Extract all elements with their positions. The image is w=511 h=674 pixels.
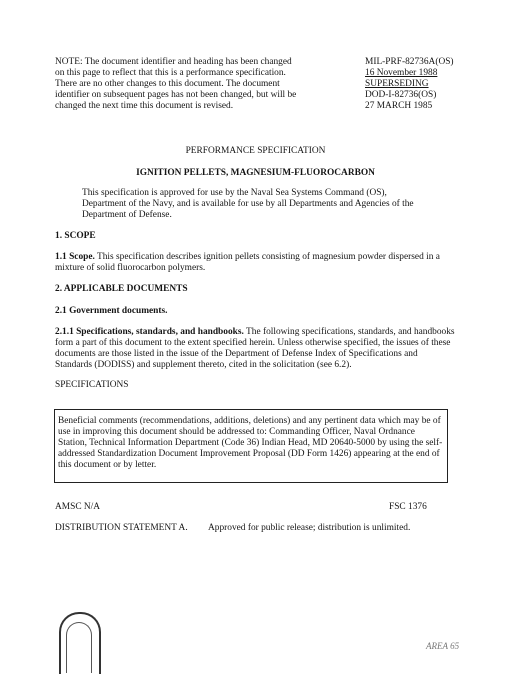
government-documents-heading: 2.1 Government documents. [55,306,168,316]
specifications-paragraph-text: The following specifications, standards, and handbooks form a part of this document to the extent specified herein. Unless otherwise specified, the issues of these documents are those listed in the issue of the Department of Defense Index of Specifications and Standards (DODISS) and supplement thereto, cited in the solicitation (see 6.2). [55,327,455,370]
approval-statement: This specification is approved for use by the Naval Sea Systems Command (OS), Department of the Navy, and is available for use by all Departments and Agencies of the Department of Defense. [82,188,414,220]
distribution-statement-text: Approved for public release; distribution is unlimited. [208,523,411,533]
fsc-label: FSC 1376 [389,502,427,512]
specifications-paragraph [55,327,455,371]
corner-mark: AREA 65 [426,641,460,651]
spec-type-heading: PERFORMANCE SPECIFICATION [185,146,326,156]
section-1-heading: 1. SCOPE [55,231,96,241]
binder-clip-inner-icon [66,622,92,673]
document-date: 16 November 1988 [365,68,438,78]
superseded-document-date: 27 MARCH 1985 [365,101,433,111]
scope-paragraph-text: This specification describes ignition pellets consisting of magnesium powder dispersed in a mixture of solid fluorocarbon polymers. [55,252,440,273]
revision-note: NOTE: The document identifier and heading has been changed on this page to reflect that this is a performance specification. There are no other changes to this document. The document identifier on subsequent pages has not been changed, but will be changed the next time this document is revised. [55,57,297,111]
specifications-label: SPECIFICATIONS [55,380,129,390]
document-id: MIL-PRF-82736A(OS) [365,57,454,67]
scope-paragraph [55,252,455,274]
scope-paragraph-label: 1.1 Scope. [55,252,95,262]
document-identifier-block [365,57,485,112]
specifications-paragraph-label: 2.1.1 Specifications, standards, and handbooks. [55,327,244,337]
amsc-label: AMSC N/A [55,502,101,512]
superseding-label: SUPERSEDING [365,79,429,89]
distribution-statement-label: DISTRIBUTION STATEMENT A. [55,523,188,533]
comments-box-text: Beneficial comments (recommendations, additions, deletions) and any pertinent data which may be of use in improving this document should be addressed to: Commanding Officer, Naval Ordnance Station, Technical Information Department (Code 36) Indian Head, MD 20640-5000 by using the self-addressed Standardization Document Improvement Proposal (DD Form 1426) appearing at the end of this document or by letter. [58,416,443,470]
section-2-heading: 2. APPLICABLE DOCUMENTS [55,284,188,294]
comments-box [54,409,448,483]
document-title: IGNITION PELLETS, MAGNESIUM-FLUOROCARBON [136,168,375,178]
superseded-document-id: DOD-I-82736(OS) [365,90,437,100]
